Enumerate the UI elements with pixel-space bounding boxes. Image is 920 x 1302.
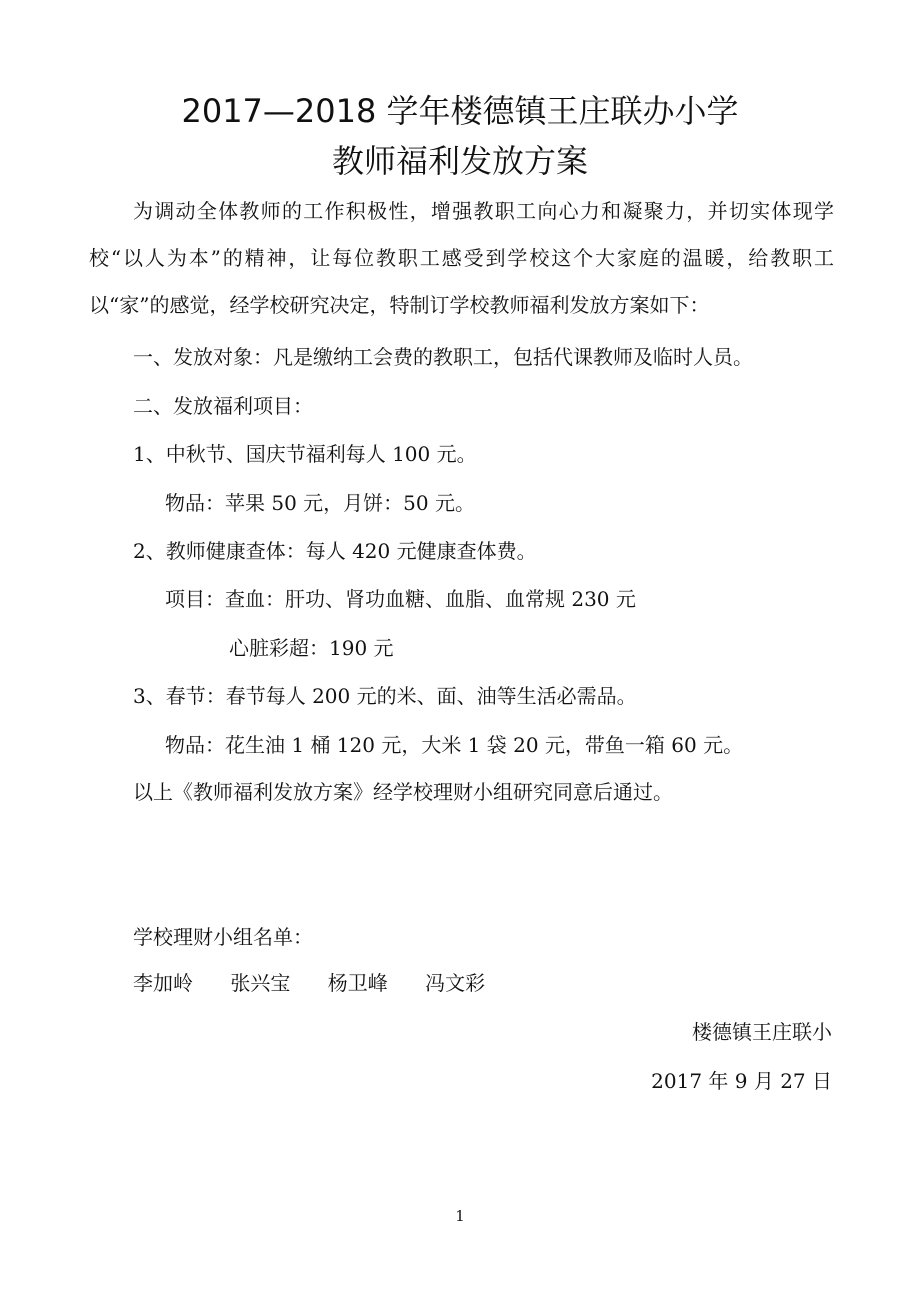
document-title-line1: 2017—2018 学年楼德镇王庄联办小学 [181,92,739,130]
section-benefit-items: 二、发放福利项目： [133,394,313,418]
member-name: 冯文彩 [425,971,486,995]
finance-group-label: 学校理财小组名单： [133,925,313,949]
signature-school: 楼德镇王庄联小 [692,1020,832,1044]
item-spring-festival: 3、春节：春节每人 200 元的米、面、油等生活必需品。 [133,684,637,708]
item-spring-festival-detail: 物品：花生油 1 桶 120 元，大米 1 袋 20 元，带鱼一箱 60 元。 [165,733,744,757]
section-recipients: 一、发放对象：凡是缴纳工会费的教职工，包括代课教师及临时人员。 [133,345,753,369]
signature-date: 2017 年 9 月 27 日 [651,1069,832,1093]
member-name: 张兴宝 [230,971,291,995]
item-mid-autumn-detail: 物品：苹果 50 元，月饼：50 元。 [165,491,475,515]
member-name: 李加岭 [133,971,193,995]
finance-group-members [133,967,516,996]
member-name: 杨卫峰 [327,971,388,995]
item-health-check-detail: 项目：查血：肝功、肾功血糖、血脂、血常规 230 元 [165,587,636,611]
item-health-check-detail-2: 心脏彩超：190 元 [229,636,394,660]
item-health-check: 2、教师健康查体：每人 420 元健康查体费。 [133,539,537,563]
document-title-line2: 教师福利发放方案 [331,142,588,180]
page-number: 1 [455,1207,465,1225]
item-mid-autumn: 1、中秋节、国庆节福利每人 100 元。 [133,442,477,466]
conclusion: 以上《教师福利发放方案》经学校理财小组研究同意后通过。 [133,780,673,804]
intro-paragraph: 为调动全体教师的工作积极性，增强教职工向心力和凝聚力，并切实体现学校“以人为本”的精神，让每位教职工感受到学校这个大家庭的温暖，给教职工以“家”的感觉，经学校研究决定，特制订学校教师福利发放方案如下： [89,199,834,317]
